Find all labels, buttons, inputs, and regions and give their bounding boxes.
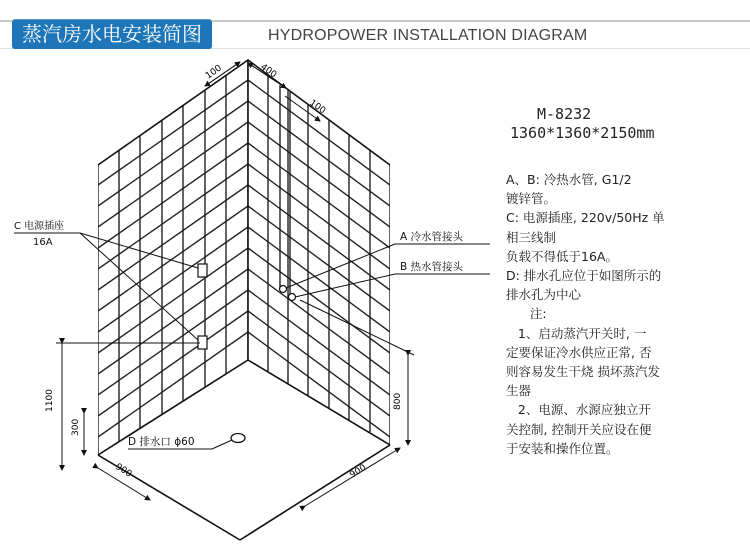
- note-line: C: 电源插座, 220v/50Hz 单: [506, 210, 665, 226]
- title-chinese: 蒸汽房水电安装简图: [12, 19, 212, 49]
- note-line: 1、启动蒸汽开关时, 一: [506, 325, 647, 341]
- note-line: 相三线制: [506, 229, 557, 245]
- label-b-hot-water: B 热水管接头: [400, 261, 464, 273]
- dim-top-100-left: 100: [203, 63, 224, 82]
- note-line: 生器: [506, 383, 532, 399]
- dim-width-900-left: 900: [113, 462, 134, 480]
- dim-width-900-right: 900: [348, 462, 369, 481]
- note-line: D: 排水孔应位于如图所示的: [506, 268, 662, 284]
- label-c-amp: 16A: [33, 237, 53, 248]
- dim-height-800: 800: [393, 392, 403, 410]
- note-line: 则容易发生干烧 损坏蒸汽发: [506, 364, 660, 380]
- dim-height-300: 300: [71, 418, 81, 436]
- dim-top-400: 400: [258, 62, 279, 81]
- note-line: 于安装和操作位置。: [506, 440, 619, 456]
- note-line: 定要保证冷水供应正常, 否: [506, 344, 652, 360]
- note-line: 2、电源、水源应独立开: [506, 402, 651, 418]
- title-english: HYDROPOWER INSTALLATION DIAGRAM: [268, 27, 588, 44]
- note-line: 镀锌管。: [506, 191, 557, 207]
- right-wall-tiles: [248, 75, 390, 445]
- label-d-drain: D 排水口 ϕ60: [128, 436, 195, 448]
- dim-height-1100: 1100: [45, 389, 55, 412]
- socket-c-upper: [198, 264, 207, 277]
- note-line: 负载不得低于16A。: [506, 248, 618, 264]
- note-line: 关控制, 控制开关应设在便: [506, 421, 652, 437]
- page-header: [0, 0, 750, 52]
- left-height-dims: [56, 343, 200, 470]
- right-height-dims: [300, 300, 414, 445]
- left-wall-tiles: [98, 60, 248, 455]
- label-c-socket: C 电源插座: [14, 221, 65, 232]
- note-line: A、B: 冷热水管, G1/2: [506, 172, 632, 187]
- note-line: 排水孔为中心: [506, 287, 582, 303]
- drain-outlet: [231, 434, 245, 443]
- installation-notes: [506, 170, 736, 458]
- label-a-cold-water: A 冷水管接头: [400, 231, 464, 243]
- overall-dimensions: 1360*1360*2150mm: [510, 124, 655, 142]
- note-line: 注:: [506, 306, 547, 322]
- model-number: M-8232: [537, 105, 592, 123]
- dim-top-100-right: 100: [307, 98, 328, 117]
